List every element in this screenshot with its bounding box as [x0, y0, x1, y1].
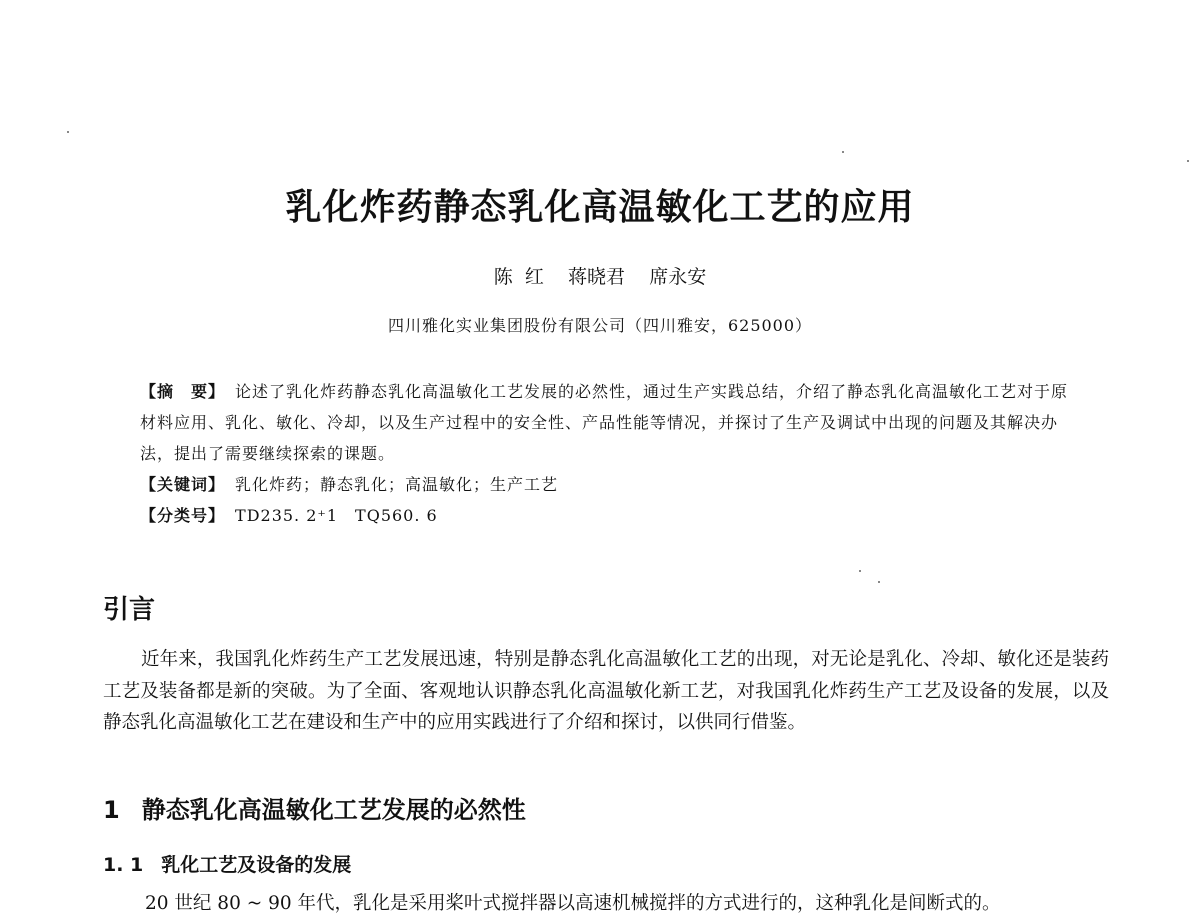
author-list: 陈 红 蒋晓君 席永安 — [493, 266, 707, 288]
scan-speck — [859, 570, 861, 572]
section-1-1-title: 乳化工艺及设备的发展 — [161, 854, 352, 876]
classification-tag: 【分类号】 — [140, 506, 226, 525]
scan-speck — [67, 131, 69, 133]
author-affiliation: 四川雅化实业集团股份有限公司（四川雅安，625000） — [387, 316, 813, 335]
paper-title: 乳化炸药静态乳化高温敏化工艺的应用 — [285, 187, 915, 228]
intro-paragraph: 近年来，我国乳化炸药生产工艺发展迅速，特别是静态乳化高温敏化工艺的出现，对无论是乳化、冷却、敏化还是装药工艺及装备都是新的突破。为了全面、客观地认识静态乳化高温敏化新工艺，对我国乳化炸药生产工艺及设备的发展，以及静态乳化高温敏化工艺在建设和生产中的应用实践进行了介绍和探讨，以供同行借鉴。 — [103, 649, 1109, 733]
scan-speck — [1187, 160, 1189, 162]
scan-speck — [842, 151, 844, 153]
keywords-text: 乳化炸药；静态乳化；高温敏化；生产工艺 — [235, 475, 559, 494]
abstract-text: 论述了乳化炸药静态乳化高温敏化工艺发展的必然性，通过生产实践总结，介绍了静态乳化高温敏化工艺对于原材料应用、乳化、敏化、冷却，以及生产过程中的安全性、产品性能等情况，并探讨了生产及调试中出现的问题及其解决办法，提出了需要继续探索的课题。 — [140, 382, 1069, 463]
section-1-heading — [103, 790, 526, 830]
classification-line — [140, 500, 1070, 531]
abstract-block — [140, 376, 1070, 531]
abstract-tag: 【摘 要】 — [140, 382, 226, 401]
section-1-1-number: 1. 1 — [103, 854, 144, 876]
intro-heading: 引言 — [103, 595, 156, 625]
classification-text: TD235. 2⁺1 TQ560. 6 — [235, 506, 438, 525]
keywords-tag: 【关键词】 — [140, 475, 226, 494]
keywords-line — [140, 469, 1070, 500]
section-1-1-paragraph: 20 世纪 80 ~ 90 年代，乳化是采用桨叶式搅拌器以高速机械搅拌的方式进行的，这种乳化是间断式的。 — [145, 893, 1001, 914]
abstract-paragraph — [140, 376, 1070, 469]
section-1-title: 静态乳化高温敏化工艺发展的必然性 — [141, 796, 526, 824]
scan-speck — [878, 581, 880, 583]
section-1-1-heading — [103, 850, 351, 880]
section-1-number: 1 — [103, 796, 120, 824]
